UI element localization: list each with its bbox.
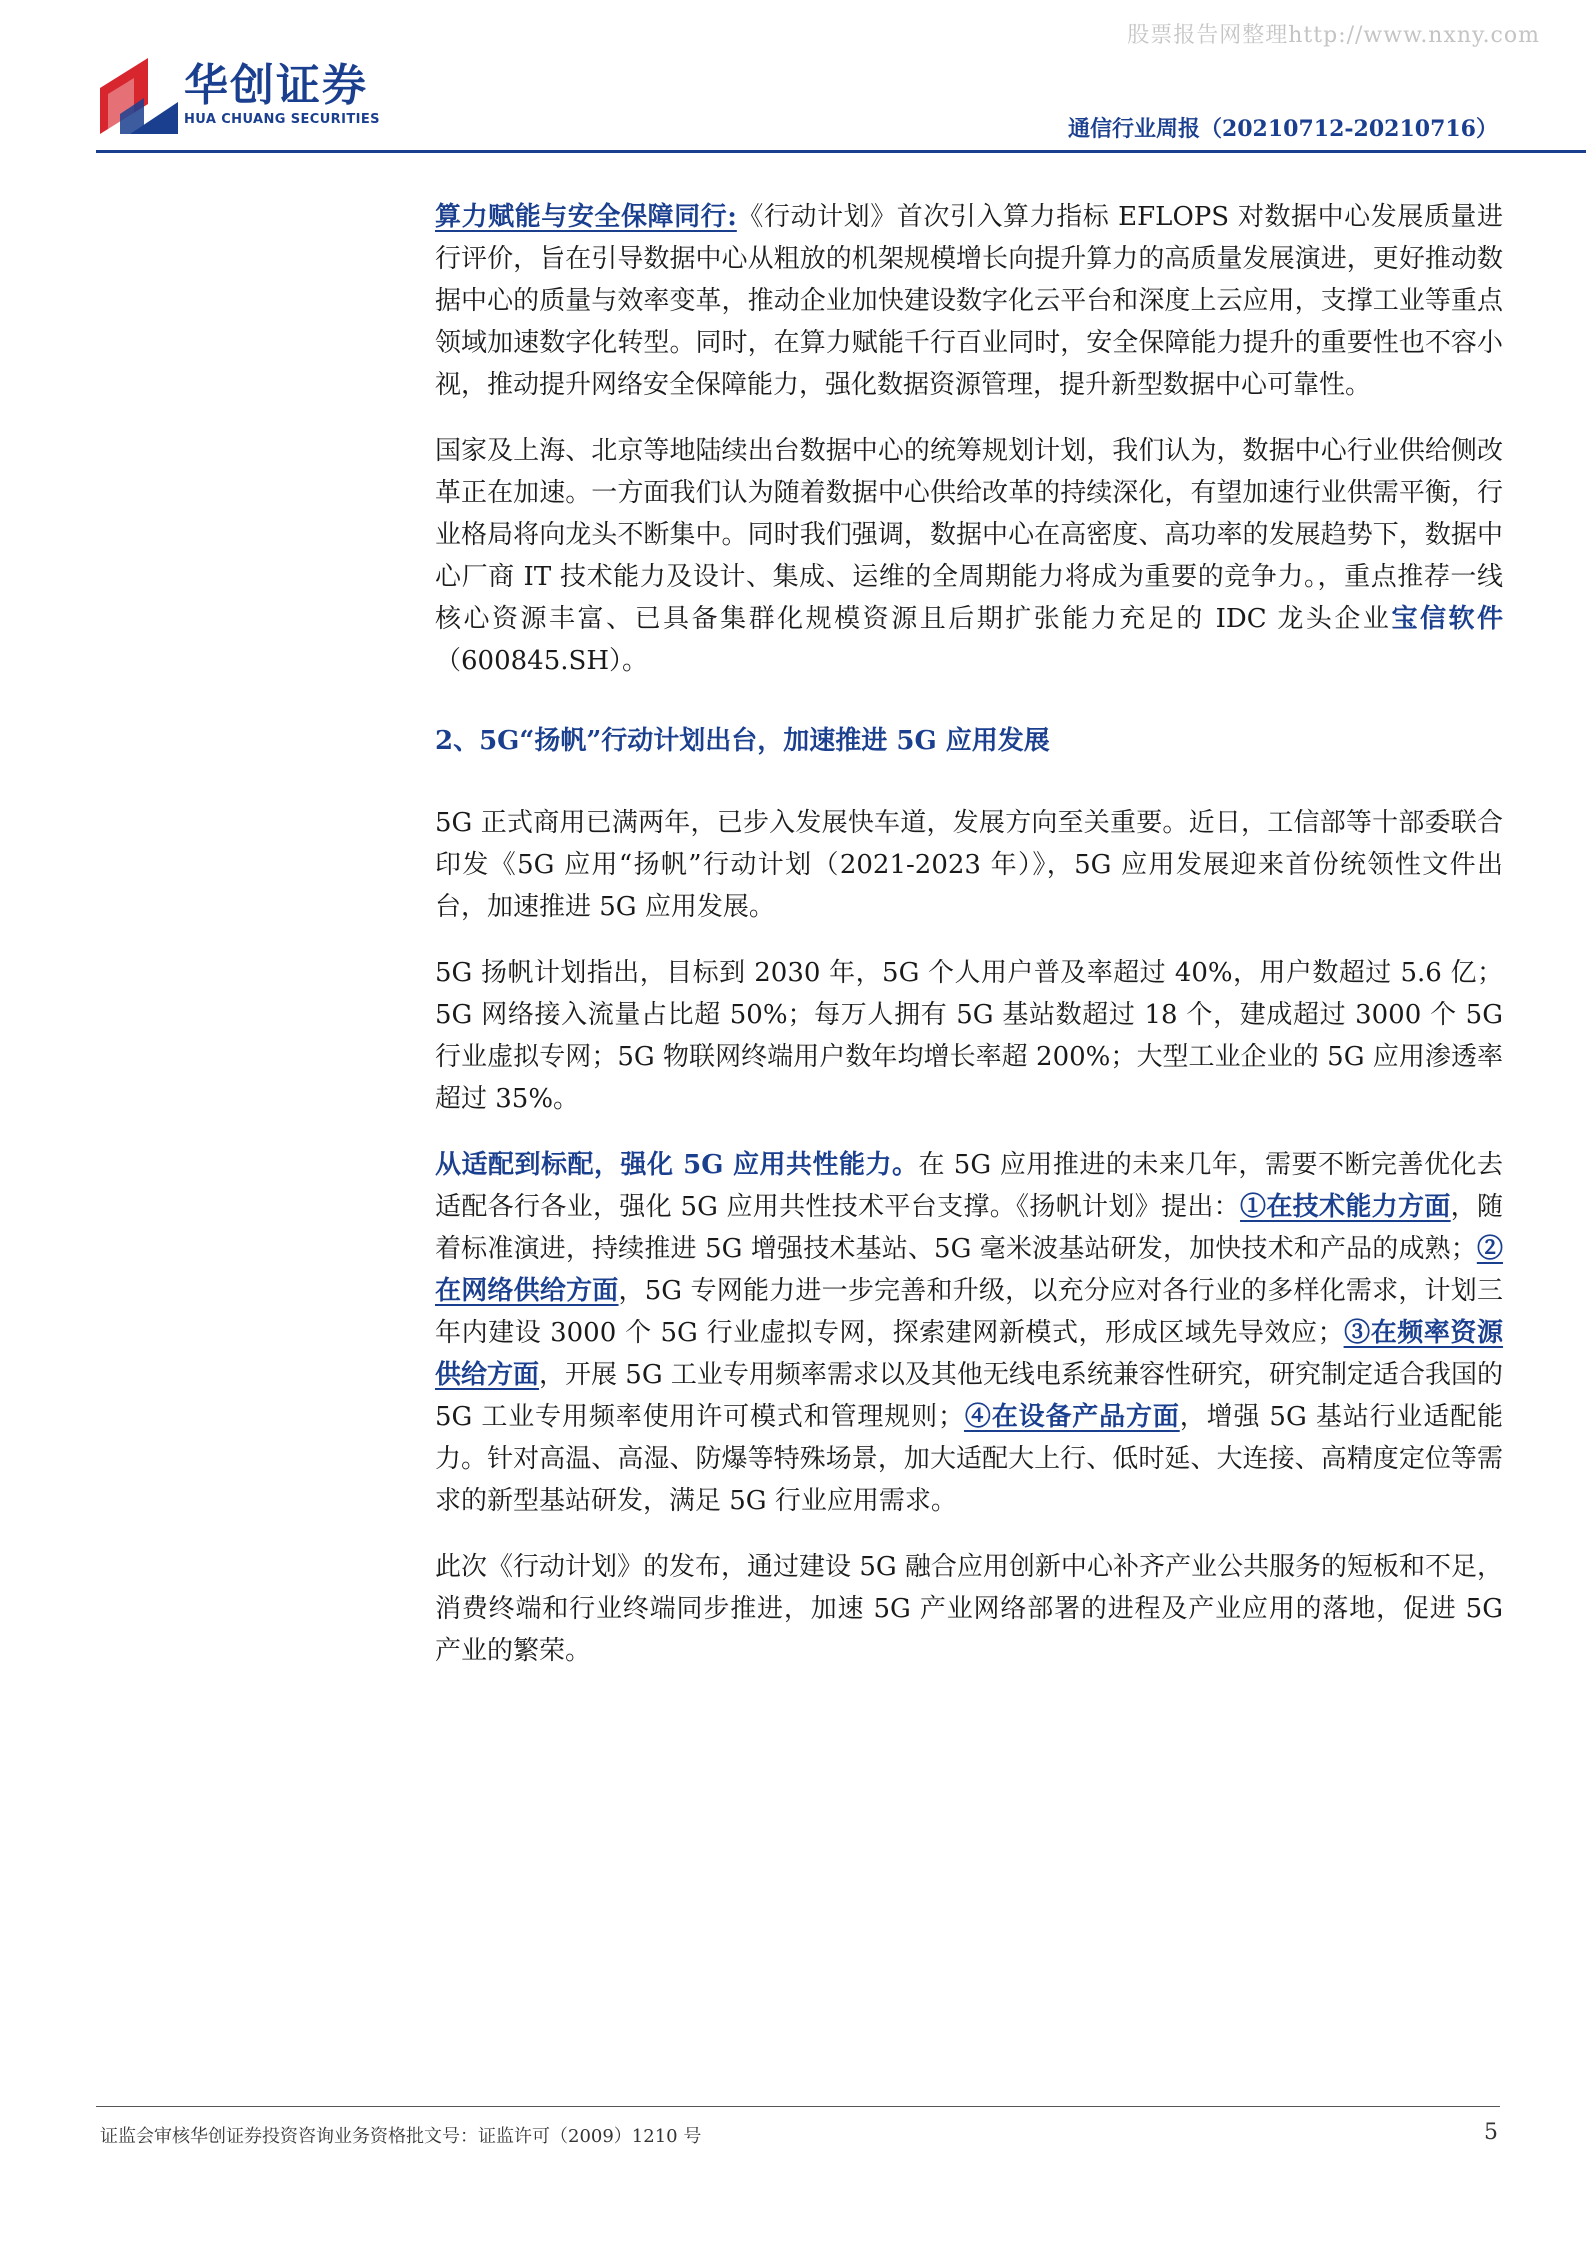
paragraph-5g-intro [435, 802, 1503, 928]
item-network-supply: ②在网络供给方面 [435, 1234, 1503, 1306]
paragraph-computing-security [435, 196, 1503, 406]
section-heading: 2、5G“扬帆”行动计划出台，加速推进 5G 应用发展 [435, 726, 1050, 756]
report-title: 通信行业周报（20210712-20210716） [1067, 116, 1498, 142]
paragraph-text: ，开展 5G 工业专用频率需求以及其他无线电系统兼容性研究，研究制定适合我国的 5G 工业专用频率使用许可模式和管理规则； [435, 1360, 1503, 1432]
paragraph-text: 5G 正式商用已满两年，已步入发展快车道，发展方向至关重要。近日，工信部等十部委联合印发《5G 应用“扬帆”行动计划（2021-2023 年）》，5G 应用发展迎来首份统领性文件出台，加速推进 5G 应用发展。 [435, 808, 1503, 922]
footer-disclaimer: 证监会审核华创证券投资咨询业务资格批文号：证监许可（2009）1210 号 [100, 2126, 702, 2147]
paragraph-datacenter-planning [435, 430, 1503, 682]
paragraph-5g-conclusion [435, 1546, 1503, 1672]
paragraph-text: 在 5G 应用推进的未来几年，需要不断完善优化去适配各行各业，强化 5G 应用共性技术平台支撑。《扬帆计划》提出： [435, 1150, 1503, 1222]
logo-english-name: HUA CHUANG SECURITIES [184, 112, 380, 127]
watermark-text: 股票报告网整理http://www.nxny.com [1127, 23, 1540, 48]
paragraph-text: 此次《行动计划》的发布，通过建设 5G 融合应用创新中心补齐产业公共服务的短板和不足，消费终端和行业终端同步推进，加速 5G 产业网络部署的进程及产业应用的落地，促进 5G 产业的繁荣。 [435, 1552, 1503, 1666]
paragraph-text: （600845.SH）。 [435, 646, 649, 676]
item-spectrum-supply: ③在频率资源供给方面 [435, 1318, 1503, 1390]
paragraph-text: ，随着标准演进，持续推进 5G 增强技术基站、5G 毫米波基站研发，加快技术和产品的成熟； [435, 1192, 1503, 1264]
paragraph-text: 《行动计划》首次引入算力指标 EFLOPS 对数据中心发展质量进行评价，旨在引导数据中心从粗放的机架规模增长向提升算力的高质量发展演进，更好推动数据中心的质量与效率变革，推动企业加快建设数字化云平台和深度上云应用，支撑工业等重点领域加速数字化转型。同时，在算力赋能千行百业同时，安全保障能力提升的重要性也不容小视，推动提升网络安全保障能力，强化数据资源管理，提升新型数据中心可靠性。 [435, 202, 1503, 400]
company-logo [100, 58, 400, 134]
paragraph-lead: 从适配到标配，强化 5G 应用共性能力。 [435, 1150, 919, 1180]
page-number: 5 [1484, 2120, 1498, 2145]
paragraph-text: ，增强 5G 基站行业适配能力。针对高温、高湿、防爆等特殊场景，加大适配大上行、低时延、大连接、高精度定位等需求的新型基站研发，满足 5G 行业应用需求。 [435, 1402, 1504, 1516]
header-divider [96, 150, 1586, 153]
paragraph-5g-targets [435, 952, 1503, 1120]
paragraph-text: 5G 扬帆计划指出，目标到 2030 年，5G 个人用户普及率超过 40%，用户数超过 5.6 亿；5G 网络接入流量占比超 50%；每万人拥有 5G 基站数超过 18 个，建成超过 3000 个 5G 行业虚拟专网；5G 物联网终端用户数年均增长率超 200%；大型工业企业的 5G 应用渗透率超过 35%。 [435, 958, 1503, 1114]
paragraph-lead: 算力赋能与安全保障同行: [435, 202, 737, 232]
recommended-company: 宝信软件 [1391, 604, 1503, 634]
logo-chinese-name: 华创证券 [184, 60, 368, 111]
logo-mark-icon [100, 58, 178, 134]
item-equipment: ④在设备产品方面 [964, 1402, 1180, 1432]
item-technology: ①在技术能力方面 [1240, 1192, 1451, 1222]
paragraph-text: 国家及上海、北京等地陆续出台数据中心的统筹规划计划，我们认为，数据中心行业供给侧改革正在加速。一方面我们认为随着数据中心供给改革的持续深化，有望加速行业供需平衡，行业格局将向龙头不断集中。同时我们强调，数据中心在高密度、高功率的发展趋势下，数据中心厂商 IT 技术能力及设计、集成、运维的全周期能力将成为重要的竞争力。，重点推荐一线核心资源丰富、已具备集群化规模资源且后期扩张能力充足的 IDC 龙头企业 [435, 436, 1503, 634]
report-body [435, 196, 1503, 1696]
paragraph-text: ，5G 专网能力进一步完善和升级，以充分应对各行业的多样化需求，计划三年内建设 3000 个 5G 行业虚拟专网，探索建网新模式，形成区域先导效应； [435, 1276, 1503, 1348]
paragraph-5g-capabilities [435, 1144, 1503, 1522]
footer-divider [96, 2106, 1500, 2107]
